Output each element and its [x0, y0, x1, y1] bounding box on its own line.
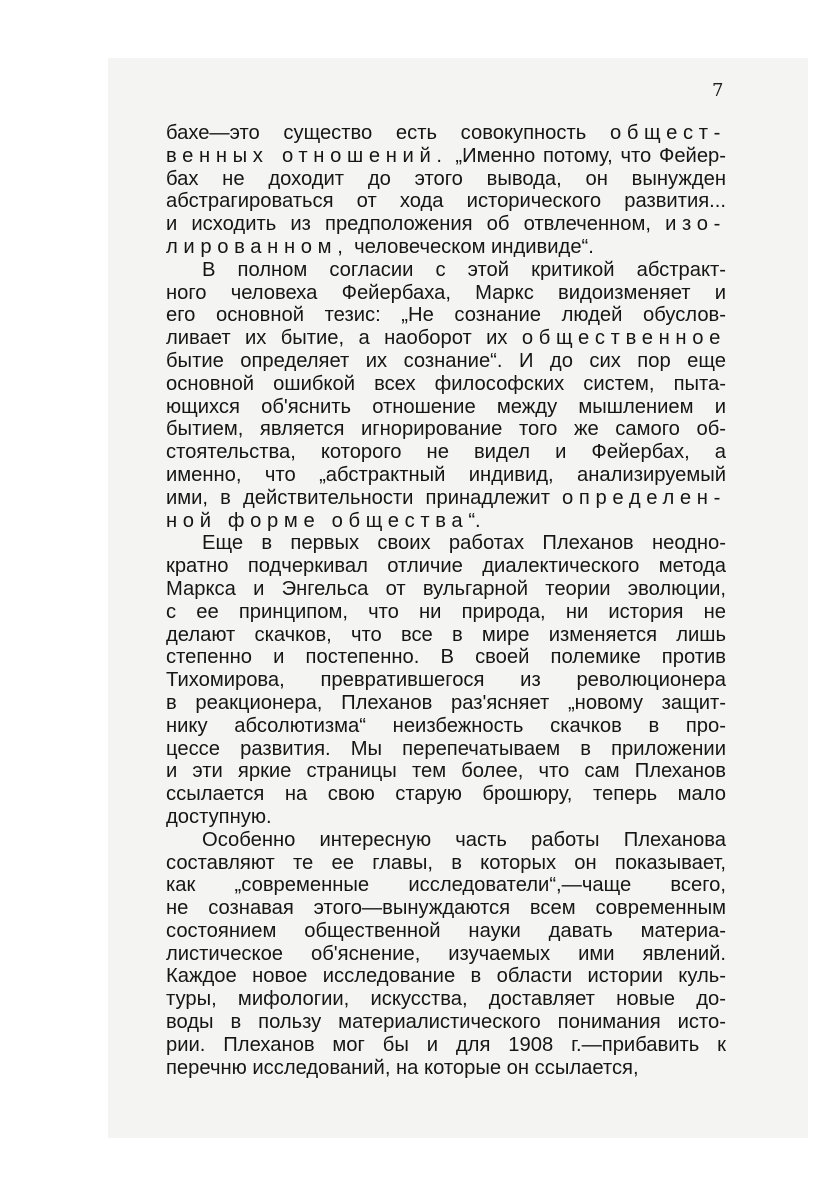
- text-segment: Каждое новое исследование в области истории куль-: [166, 965, 726, 988]
- text-line: [166, 783, 726, 806]
- text-line: [166, 897, 726, 920]
- body-text: [166, 122, 726, 1079]
- text-segment: бах не доходит до этого вывода, он вынужден: [166, 167, 726, 190]
- text-line: [166, 487, 726, 510]
- text-segment: рии. Плеханов мог бы и для 1908 г.—прибавить к: [166, 1033, 726, 1056]
- text-line: [166, 624, 726, 647]
- text-line: [166, 601, 726, 624]
- text-line: [166, 304, 726, 327]
- text-segment: ими, в действительности принадлежит: [166, 486, 563, 509]
- text-line: [166, 738, 726, 761]
- text-segment: составляют те ее главы, в которых он показывает,: [166, 851, 726, 874]
- text-line: [166, 646, 726, 669]
- text-line: [166, 532, 726, 555]
- text-segment: бытие определяет их сознание“. И до сих пор еще: [166, 349, 726, 372]
- text-segment: листическое об'яснение, изучаемых ими явлений.: [166, 942, 726, 965]
- text-segment: бытием, является игнорирование того же самого об-: [166, 418, 726, 441]
- spaced-emphasis-text: общественное: [521, 327, 726, 350]
- spaced-emphasis-text: определен-: [562, 486, 726, 509]
- text-line: [166, 920, 726, 943]
- text-line: [166, 282, 726, 305]
- text-line: [166, 806, 726, 829]
- text-segment: доступную.: [166, 805, 272, 828]
- text-segment: степенно и постепенно. В своей полемике против: [166, 646, 726, 669]
- text-segment: воды в пользу материалистического понимания исто-: [166, 1011, 726, 1034]
- text-segment: именно, что „абстрактный индивид, анализируемый: [166, 463, 726, 486]
- text-line: [166, 510, 726, 533]
- text-segment: ющихся об'яснить отношение между мышлением и: [166, 395, 726, 418]
- text-line: [166, 418, 726, 441]
- text-line: [166, 874, 726, 897]
- text-segment: туры, мифологии, искусства, доставляет новые до-: [166, 988, 726, 1011]
- spaced-emphasis-text: общест-: [609, 122, 726, 144]
- text-line: [166, 578, 726, 601]
- text-segment: ссылается на свою старую брошюру, теперь мало: [166, 783, 726, 806]
- text-line: [166, 396, 726, 419]
- text-segment: стоятельства, которого не видел и Фейербах, а: [166, 441, 726, 464]
- text-line: [166, 168, 726, 191]
- text-segment: с ее принципом, что ни природа, ни история не: [166, 600, 726, 623]
- text-segment: Особенно интересную часть работы Плеханова: [202, 828, 726, 851]
- text-segment: человеческом индивиде“.: [348, 235, 594, 258]
- spaced-emphasis-text: лированном,: [166, 235, 349, 258]
- text-segment: в реакционера, Плеханов раз'ясняет „новому защит-: [166, 691, 726, 714]
- text-line: [166, 669, 726, 692]
- text-line: [166, 122, 726, 145]
- text-segment: делают скачков, что все в мире изменяется лишь: [166, 623, 726, 646]
- text-line: [166, 464, 726, 487]
- text-line: [166, 441, 726, 464]
- spaced-emphasis-text: венных отношений.: [166, 144, 448, 167]
- spaced-emphasis-text: изо-: [665, 213, 726, 236]
- text-line: [166, 373, 726, 396]
- text-segment: Еще в первых своих работах Плеханов неодно-: [202, 532, 726, 555]
- page-number: 7: [712, 80, 724, 101]
- text-segment: абстрагироваться от хода исторического развития...: [166, 190, 726, 213]
- text-segment: его основной тезис: „Не сознание людей обуслов-: [166, 304, 726, 327]
- text-segment: нику абсолютизма“ неизбежность скачков в про-: [166, 714, 726, 737]
- text-line: [166, 852, 726, 875]
- text-line: [166, 943, 726, 966]
- text-segment: и исходить из предположения об отвлеченном,: [166, 213, 666, 236]
- text-segment: не сознавая этого—вынуждаются всем современным: [166, 897, 726, 920]
- text-line: [166, 213, 726, 236]
- text-segment: ного человеха Фейербаха, Маркс видоизменяет и: [166, 281, 726, 304]
- text-segment: бахе—это существо есть совокупность: [166, 122, 610, 144]
- spaced-emphasis-text: ной форме общества: [166, 509, 469, 532]
- text-line: [166, 965, 726, 988]
- text-line: [166, 1034, 726, 1057]
- text-segment: и эти яркие страницы тем более, что сам Плеханов: [166, 760, 726, 783]
- text-segment: ливает их бытие, а наоборот их: [166, 327, 522, 350]
- text-line: [166, 145, 726, 168]
- text-segment: Тихомирова, превратившегося из революционера: [166, 669, 726, 692]
- text-segment: основной ошибкой всех философских систем, пыта-: [166, 372, 726, 395]
- text-segment: “.: [468, 509, 481, 532]
- text-segment: как „современные исследователи“,—чаще всего,: [166, 874, 726, 897]
- text-segment: кратно подчеркивал отличие диалектического метода: [166, 555, 726, 578]
- text-line: [166, 327, 726, 350]
- text-segment: состоянием общественной науки давать материа-: [166, 919, 726, 942]
- text-line: [166, 236, 726, 259]
- text-line: [166, 1057, 726, 1080]
- text-line: [166, 760, 726, 783]
- text-line: [166, 988, 726, 1011]
- text-segment: цессе развития. Мы перепечатываем в приложении: [166, 737, 726, 760]
- text-segment: перечню исследований, на которые он ссылается,: [166, 1056, 639, 1079]
- text-line: [166, 350, 726, 373]
- text-segment: Маркса и Энгельса от вульгарной теории эволюции,: [166, 577, 726, 600]
- text-segment: В полном согласии с этой критикой абстракт-: [202, 258, 726, 281]
- text-line: [166, 829, 726, 852]
- text-line: [166, 715, 726, 738]
- text-line: [166, 259, 726, 282]
- text-segment: „Именно потому, что Фейер-: [447, 144, 726, 167]
- text-line: [166, 692, 726, 715]
- text-line: [166, 1011, 726, 1034]
- text-line: [166, 555, 726, 578]
- text-line: [166, 190, 726, 213]
